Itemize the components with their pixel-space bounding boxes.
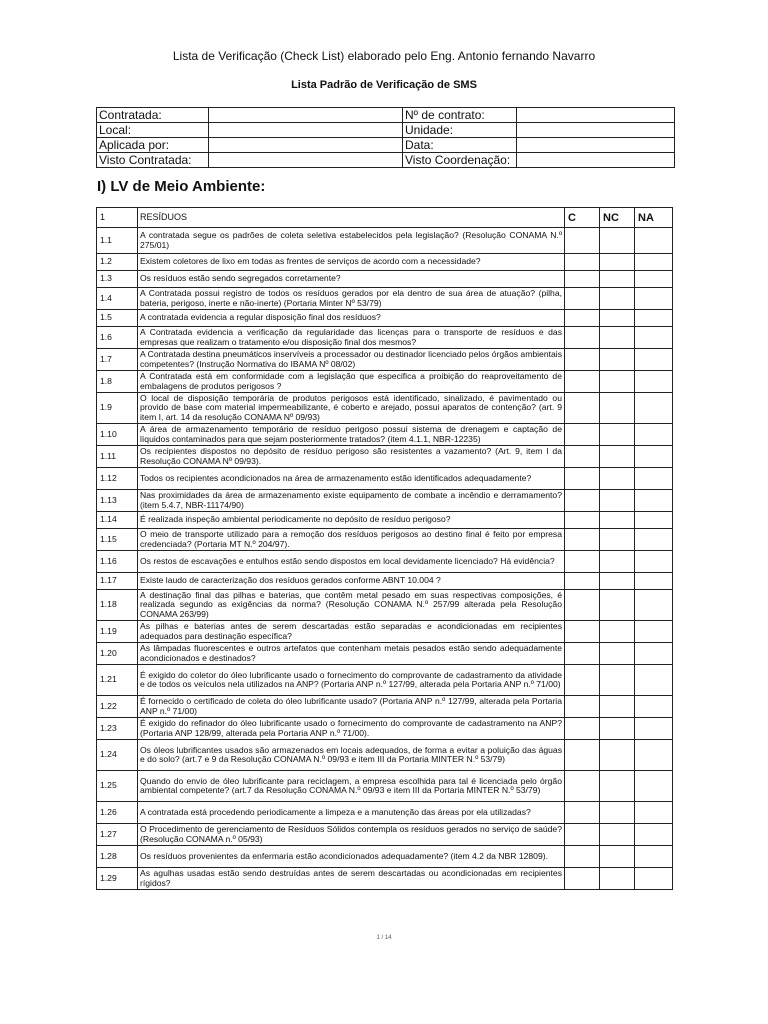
answer-cell-nc[interactable] <box>600 740 635 771</box>
info-label: Aplicada por: <box>97 138 209 153</box>
item-number: 1.18 <box>97 590 138 621</box>
item-number: 1.9 <box>97 393 138 424</box>
item-question: Os óleos lubrificantes usados são armazenados em locais adequados, de forma a evitar a poluição das águas e do solo? (art.7 e 9 da Resolução CONAMA N.º 09/93 e item III da Portaria MINTER N.º 53/79) <box>138 740 565 771</box>
checklist-row <box>97 254 673 271</box>
answer-cell-c[interactable] <box>565 740 600 771</box>
answer-cell-na[interactable] <box>635 868 673 890</box>
item-number: 1.4 <box>97 288 138 310</box>
answer-cell-c[interactable] <box>565 771 600 802</box>
answer-cell-na[interactable] <box>635 718 673 740</box>
checklist-row <box>97 529 673 551</box>
answer-cell-na[interactable] <box>635 802 673 824</box>
info-value-field[interactable] <box>517 153 675 168</box>
answer-cell-nc[interactable] <box>600 665 635 696</box>
answer-cell-c[interactable] <box>565 490 600 512</box>
group-number: 1 <box>97 208 138 228</box>
info-value-field[interactable] <box>517 138 675 153</box>
answer-cell-c[interactable] <box>565 802 600 824</box>
answer-cell-c[interactable] <box>565 621 600 643</box>
item-number: 1.5 <box>97 310 138 327</box>
info-row <box>97 108 675 123</box>
answer-cell-nc[interactable] <box>600 393 635 424</box>
answer-cell-nc[interactable] <box>600 310 635 327</box>
document-title: Lista Padrão de Verificação de SMS <box>291 79 477 91</box>
item-number: 1.24 <box>97 740 138 771</box>
item-question: A Contratada possui registro de todos os resíduos gerados por ela dentro de sua área de atuação? (pilha, bateria, perigoso, inerte e não-inerte) (Portaria Minter Nº 53/79) <box>138 288 565 310</box>
checklist-row <box>97 665 673 696</box>
checklist-row <box>97 718 673 740</box>
item-question: A destinação final das pilhas e baterias, que contêm metal pesado em suas respectivas composições, é realizada segundo as exigências da norma? (Resolução CONAMA N.º 257/99 alterada pela Resolução CONAMA 263/99) <box>138 590 565 621</box>
item-question: É realizada inspeção ambiental periodicamente no depósito de resíduo perigoso? <box>138 512 565 529</box>
item-number: 1.1 <box>97 228 138 254</box>
answer-cell-c[interactable] <box>565 446 600 468</box>
checklist-row <box>97 740 673 771</box>
answer-cell-na[interactable] <box>635 665 673 696</box>
info-value-field[interactable] <box>517 108 675 123</box>
answer-cell-nc[interactable] <box>600 468 635 490</box>
info-row <box>97 138 675 153</box>
checklist-row <box>97 771 673 802</box>
info-label: Unidade: <box>403 123 517 138</box>
info-label: Visto Coordenação: <box>403 153 517 168</box>
answer-cell-na[interactable] <box>635 824 673 846</box>
answer-cell-c[interactable] <box>565 551 600 573</box>
item-question: As pilhas e baterias antes de serem descartadas estão separadas e acondicionadas em recipientes adequados para destinação específica? <box>138 621 565 643</box>
answer-cell-c[interactable] <box>565 327 600 349</box>
answer-cell-c[interactable] <box>565 718 600 740</box>
checklist-row <box>97 228 673 254</box>
answer-cell-na[interactable] <box>635 288 673 310</box>
answer-cell-na[interactable] <box>635 529 673 551</box>
item-question: Os recipientes dispostos no depósito de resíduo perigoso são resistentes a vazamento? (Art. 9, item I da Resolução CONAMA Nº 09/93). <box>138 446 565 468</box>
answer-cell-c[interactable] <box>565 529 600 551</box>
answer-cell-na[interactable] <box>635 271 673 288</box>
answer-cell-na[interactable] <box>635 371 673 393</box>
item-question: O meio de transporte utilizado para a remoção dos resíduos perigosos ao destino final é feito por empresa credenciada? (Portaria MT N.º 204/97). <box>138 529 565 551</box>
item-question: A Contratada destina pneumáticos inservíveis a processador ou destinador licenciado pelos órgãos ambientais competentes? (Instrução Normativa do IBAMA Nº 08/02) <box>138 349 565 371</box>
item-number: 1.22 <box>97 696 138 718</box>
answer-cell-na[interactable] <box>635 643 673 665</box>
info-label: Local: <box>97 123 209 138</box>
item-number: 1.3 <box>97 271 138 288</box>
item-number: 1.7 <box>97 349 138 371</box>
answer-cell-c[interactable] <box>565 512 600 529</box>
answer-cell-c[interactable] <box>565 393 600 424</box>
checklist-row <box>97 446 673 468</box>
info-value-field[interactable] <box>517 123 675 138</box>
answer-cell-nc[interactable] <box>600 254 635 271</box>
info-row <box>97 153 675 168</box>
answer-cell-na[interactable] <box>635 446 673 468</box>
checklist-header-row <box>97 208 673 228</box>
answer-cell-nc[interactable] <box>600 824 635 846</box>
answer-cell-nc[interactable] <box>600 327 635 349</box>
answer-cell-na[interactable] <box>635 393 673 424</box>
group-label: RESÍDUOS <box>138 208 565 228</box>
info-value-field[interactable] <box>209 123 403 138</box>
answer-cell-nc[interactable] <box>600 643 635 665</box>
item-question: Todos os recipientes acondicionados na área de armazenamento estão identificados adequadamente? <box>138 468 565 490</box>
answer-cell-c[interactable] <box>565 349 600 371</box>
answer-cell-c[interactable] <box>565 824 600 846</box>
answer-cell-c[interactable] <box>565 271 600 288</box>
answer-cell-na[interactable] <box>635 490 673 512</box>
checklist-row <box>97 310 673 327</box>
answer-cell-c[interactable] <box>565 310 600 327</box>
item-number: 1.17 <box>97 573 138 590</box>
answer-cell-nc[interactable] <box>600 551 635 573</box>
item-number: 1.26 <box>97 802 138 824</box>
checklist-table <box>96 207 673 890</box>
item-number: 1.23 <box>97 718 138 740</box>
answer-cell-na[interactable] <box>635 349 673 371</box>
checklist-row <box>97 696 673 718</box>
item-number: 1.25 <box>97 771 138 802</box>
answer-cell-na[interactable] <box>635 228 673 254</box>
item-number: 1.27 <box>97 824 138 846</box>
answer-cell-nc[interactable] <box>600 512 635 529</box>
answer-cell-nc[interactable] <box>600 349 635 371</box>
answer-cell-nc[interactable] <box>600 529 635 551</box>
answer-cell-nc[interactable] <box>600 288 635 310</box>
answer-cell-nc[interactable] <box>600 371 635 393</box>
checklist-row <box>97 271 673 288</box>
item-number: 1.8 <box>97 371 138 393</box>
item-question: Existem coletores de lixo em todas as frentes de serviços de acordo com a necessidade? <box>138 254 565 271</box>
answer-cell-na[interactable] <box>635 327 673 349</box>
item-number: 1.29 <box>97 868 138 890</box>
checklist-row <box>97 349 673 371</box>
section-title: I) LV de Meio Ambiente: <box>97 178 266 195</box>
item-number: 1.10 <box>97 424 138 446</box>
info-value-field[interactable] <box>209 153 403 168</box>
answer-cell-c[interactable] <box>565 288 600 310</box>
item-question: A Contratada evidencia a verificação da regularidade das licenças para o transporte de resíduos e das empresas que realizam o tratamento e/ou disposição final dos mesmos? <box>138 327 565 349</box>
answer-cell-nc[interactable] <box>600 621 635 643</box>
checklist-row <box>97 824 673 846</box>
answer-cell-nc[interactable] <box>600 228 635 254</box>
answer-cell-na[interactable] <box>635 573 673 590</box>
answer-cell-c[interactable] <box>565 424 600 446</box>
column-header-c: C <box>565 208 600 228</box>
answer-cell-c[interactable] <box>565 228 600 254</box>
answer-cell-nc[interactable] <box>600 446 635 468</box>
answer-cell-nc[interactable] <box>600 573 635 590</box>
item-question: É exigido do coletor do óleo lubrificante usado o fornecimento do comprovante de cadastramento da atividade e de todos os veículos nela utilizados na ANP? (Portaria ANP n.º 127/99, alterada pela Portaria ANP n.º 71/00) <box>138 665 565 696</box>
item-question: Existe laudo de caracterização dos resíduos gerados conforme ABNT 10.004 ? <box>138 573 565 590</box>
item-number: 1.12 <box>97 468 138 490</box>
checklist-row <box>97 868 673 890</box>
answer-cell-nc[interactable] <box>600 846 635 868</box>
item-question: O Procedimento de gerenciamento de Resíduos Sólidos contempla os resíduos gerados no serviço de saúde? (Resolução CONAMA n.º 05/93) <box>138 824 565 846</box>
info-value-field[interactable] <box>209 138 403 153</box>
answer-cell-na[interactable] <box>635 468 673 490</box>
checklist-row <box>97 802 673 824</box>
info-label: Contratada: <box>97 108 209 123</box>
item-number: 1.19 <box>97 621 138 643</box>
column-header-nc: NC <box>600 208 635 228</box>
item-number: 1.14 <box>97 512 138 529</box>
item-question: Nas proximidades da área de armazenamento existe equipamento de combate a incêndio e derramamento? (item 5.4.7, NBR-11174/90) <box>138 490 565 512</box>
item-number: 1.21 <box>97 665 138 696</box>
item-number: 1.20 <box>97 643 138 665</box>
item-question: Os resíduos provenientes da enfermaria estão acondicionados adequadamente? (item 4.2 da NBR 12809). <box>138 846 565 868</box>
checklist-row <box>97 590 673 621</box>
checklist-row <box>97 846 673 868</box>
answer-cell-nc[interactable] <box>600 490 635 512</box>
checklist-row <box>97 621 673 643</box>
checklist-row <box>97 424 673 446</box>
answer-cell-c[interactable] <box>565 590 600 621</box>
answer-cell-c[interactable] <box>565 468 600 490</box>
checklist-row <box>97 371 673 393</box>
answer-cell-c[interactable] <box>565 643 600 665</box>
checklist-row <box>97 327 673 349</box>
answer-cell-nc[interactable] <box>600 771 635 802</box>
item-question: As lâmpadas fluorescentes e outros artefatos que contenham metais pesados estão sendo adequadamente acondicionados e destinados? <box>138 643 565 665</box>
info-row <box>97 123 675 138</box>
item-number: 1.6 <box>97 327 138 349</box>
answer-cell-na[interactable] <box>635 696 673 718</box>
item-question: O local de disposição temporária de produtos perigosos está identificado, sinalizado, é pavimentado ou provido de base com material impermeabilizante, é coberto e arejado, possui aparatos de contenção? (art. 9 item I, art. 14 da resolução CONAMA Nº 09/93) <box>138 393 565 424</box>
answer-cell-c[interactable] <box>565 868 600 890</box>
answer-cell-na[interactable] <box>635 590 673 621</box>
checklist-row <box>97 490 673 512</box>
item-question: É fornecido o certificado de coleta do óleo lubrificante usado? (Portaria ANP n.º 127/99, alterada pela Portaria ANP n.º 71/00) <box>138 696 565 718</box>
answer-cell-c[interactable] <box>565 371 600 393</box>
item-question: A Contratada está em conformidade com a legislação que especifica a proibição do reaproveitamento de embalagens de produtos perigosos ? <box>138 371 565 393</box>
answer-cell-na[interactable] <box>635 846 673 868</box>
info-label: Data: <box>403 138 517 153</box>
item-question: Os resíduos estão sendo segregados corretamente? <box>138 271 565 288</box>
answer-cell-na[interactable] <box>635 771 673 802</box>
answer-cell-na[interactable] <box>635 254 673 271</box>
checklist-row <box>97 643 673 665</box>
answer-cell-na[interactable] <box>635 740 673 771</box>
item-question: A área de armazenamento temporário de resíduo perigoso possui sistema de drenagem e captação de líquidos contaminados para que sejam posteriormente tratados? (item 4.1.1, NBR-12235) <box>138 424 565 446</box>
item-number: 1.11 <box>97 446 138 468</box>
item-number: 1.13 <box>97 490 138 512</box>
document-header-line: Lista de Verificação (Check List) elaborado pelo Eng. Antonio fernando Navarro <box>172 49 596 63</box>
answer-cell-nc[interactable] <box>600 718 635 740</box>
item-number: 1.15 <box>97 529 138 551</box>
answer-cell-c[interactable] <box>565 846 600 868</box>
checklist-row <box>97 468 673 490</box>
checklist-row <box>97 512 673 529</box>
info-label: Nº de contrato: <box>403 108 517 123</box>
answer-cell-na[interactable] <box>635 621 673 643</box>
item-number: 1.28 <box>97 846 138 868</box>
item-question: É exigido do refinador do óleo lubrificante usado o fornecimento do comprovante de cadastramento na ANP? (Portaria ANP 128/99, alterada pela Portaria ANP n.º 71/00). <box>138 718 565 740</box>
checklist-row <box>97 393 673 424</box>
item-question: A contratada segue os padrões de coleta seletiva estabelecidos pela legislação? (Resolução CONAMA N.º 275/01) <box>138 228 565 254</box>
item-question: Os restos de escavações e entulhos estão sendo dispostos em local devidamente licenciado? Há evidência? <box>138 551 565 573</box>
answer-cell-c[interactable] <box>565 665 600 696</box>
item-question: A contratada evidencia a regular disposição final dos resíduos? <box>138 310 565 327</box>
answer-cell-nc[interactable] <box>600 271 635 288</box>
checklist-row <box>97 573 673 590</box>
answer-cell-na[interactable] <box>635 424 673 446</box>
item-number: 1.2 <box>97 254 138 271</box>
contract-info-table <box>96 107 675 168</box>
answer-cell-nc[interactable] <box>600 696 635 718</box>
answer-cell-nc[interactable] <box>600 590 635 621</box>
checklist-row <box>97 288 673 310</box>
answer-cell-c[interactable] <box>565 696 600 718</box>
item-question: Quando do envio de óleo lubrificante para reciclagem, a empresa escolhida para tal é licenciada pelo órgão ambiental competente? (art.7 da Resolução CONAMA N.º 09/93 e item III da Portaria MINTER N.º 53/79) <box>138 771 565 802</box>
answer-cell-nc[interactable] <box>600 424 635 446</box>
item-number: 1.16 <box>97 551 138 573</box>
page-number: 1 / 14 <box>376 935 392 941</box>
checklist-row <box>97 551 673 573</box>
item-question: As agulhas usadas estão sendo destruídas antes de serem descartadas ou acondicionadas em recipientes rígidos? <box>138 868 565 890</box>
info-value-field[interactable] <box>209 108 403 123</box>
answer-cell-c[interactable] <box>565 254 600 271</box>
answer-cell-na[interactable] <box>635 512 673 529</box>
answer-cell-c[interactable] <box>565 573 600 590</box>
column-header-na: NA <box>635 208 673 228</box>
item-question: A contratada está procedendo periodicamente a limpeza e a manutenção das áreas por ela utilizadas? <box>138 802 565 824</box>
answer-cell-na[interactable] <box>635 551 673 573</box>
answer-cell-na[interactable] <box>635 310 673 327</box>
info-label: Visto Contratada: <box>97 153 209 168</box>
answer-cell-nc[interactable] <box>600 802 635 824</box>
answer-cell-nc[interactable] <box>600 868 635 890</box>
